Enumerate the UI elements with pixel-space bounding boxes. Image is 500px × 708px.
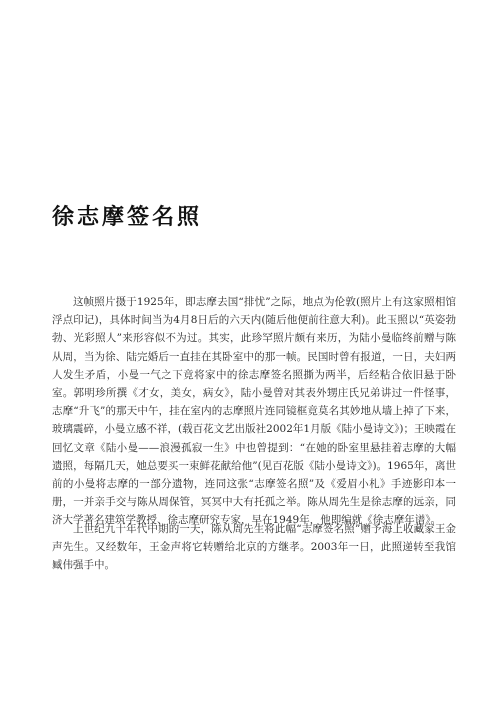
page-title: 徐志摩签名照 <box>52 205 203 230</box>
body-paragraph-1: 这帧照片摄于1925年，即志摩去国“排忧”之际，地点为伦敦(照片上有这家照相馆浮点印记)，具体时间当为4月8日后的六天内(随后他便前往意大利)。此玉照以“英姿勃勃、光彩照人”来形容似不为过。其实，此珍罕照片颇有来历，为陆小曼临终前赠与陈从周，当为徐、陆完婚后一直挂在其卧室中的那一帧。民国时曾有报道，一日，夫妇两人发生矛盾，小曼一气之下竟将家中的徐志摩签名照撕为两半，后经粘合依旧悬于卧室。郭明珍所撰《才女，美女，病女》，陆小曼曾对其表外甥庄氏兄弟讲过一件怪事，志摩“升飞”的那天中午，挂在室内的志摩照片连同镜框竟莫名其妙地从墙上掉了下来，玻璃震碎，小曼立感不祥，(载百花文艺出版社2002年1月版《陆小曼诗文》)；王映霞在回忆文章《陆小曼——浪漫孤寂一生》中也曾提到：“在她的卧室里悬挂着志摩的大幅遗照，每隔几天，她总要买一束鲜花献给他”(见百花版《陆小曼诗文》)。1965年，离世前的小曼将志摩的一部分遗物，连同这张“志摩签名照”及《爱眉小札》手迹影印本一册，一并亲手交与陈从周保管，冥冥中大有托孤之举。陈从周先生是徐志摩的远亲，同济大学著名建筑学教授、徐志摩研究专家，早在1949年，他即编就《徐志摩年谱》。 <box>52 296 456 527</box>
body-paragraph-2: 上世纪九十年代中期的一天，陈从周先生将此幅“志摩签名照”赠予海上收藏家王金声先生。又经数年，王金声将它转赠给北京的方继孝。2003年一日，此照递转至我馆臧伟强手中。 <box>52 523 456 572</box>
